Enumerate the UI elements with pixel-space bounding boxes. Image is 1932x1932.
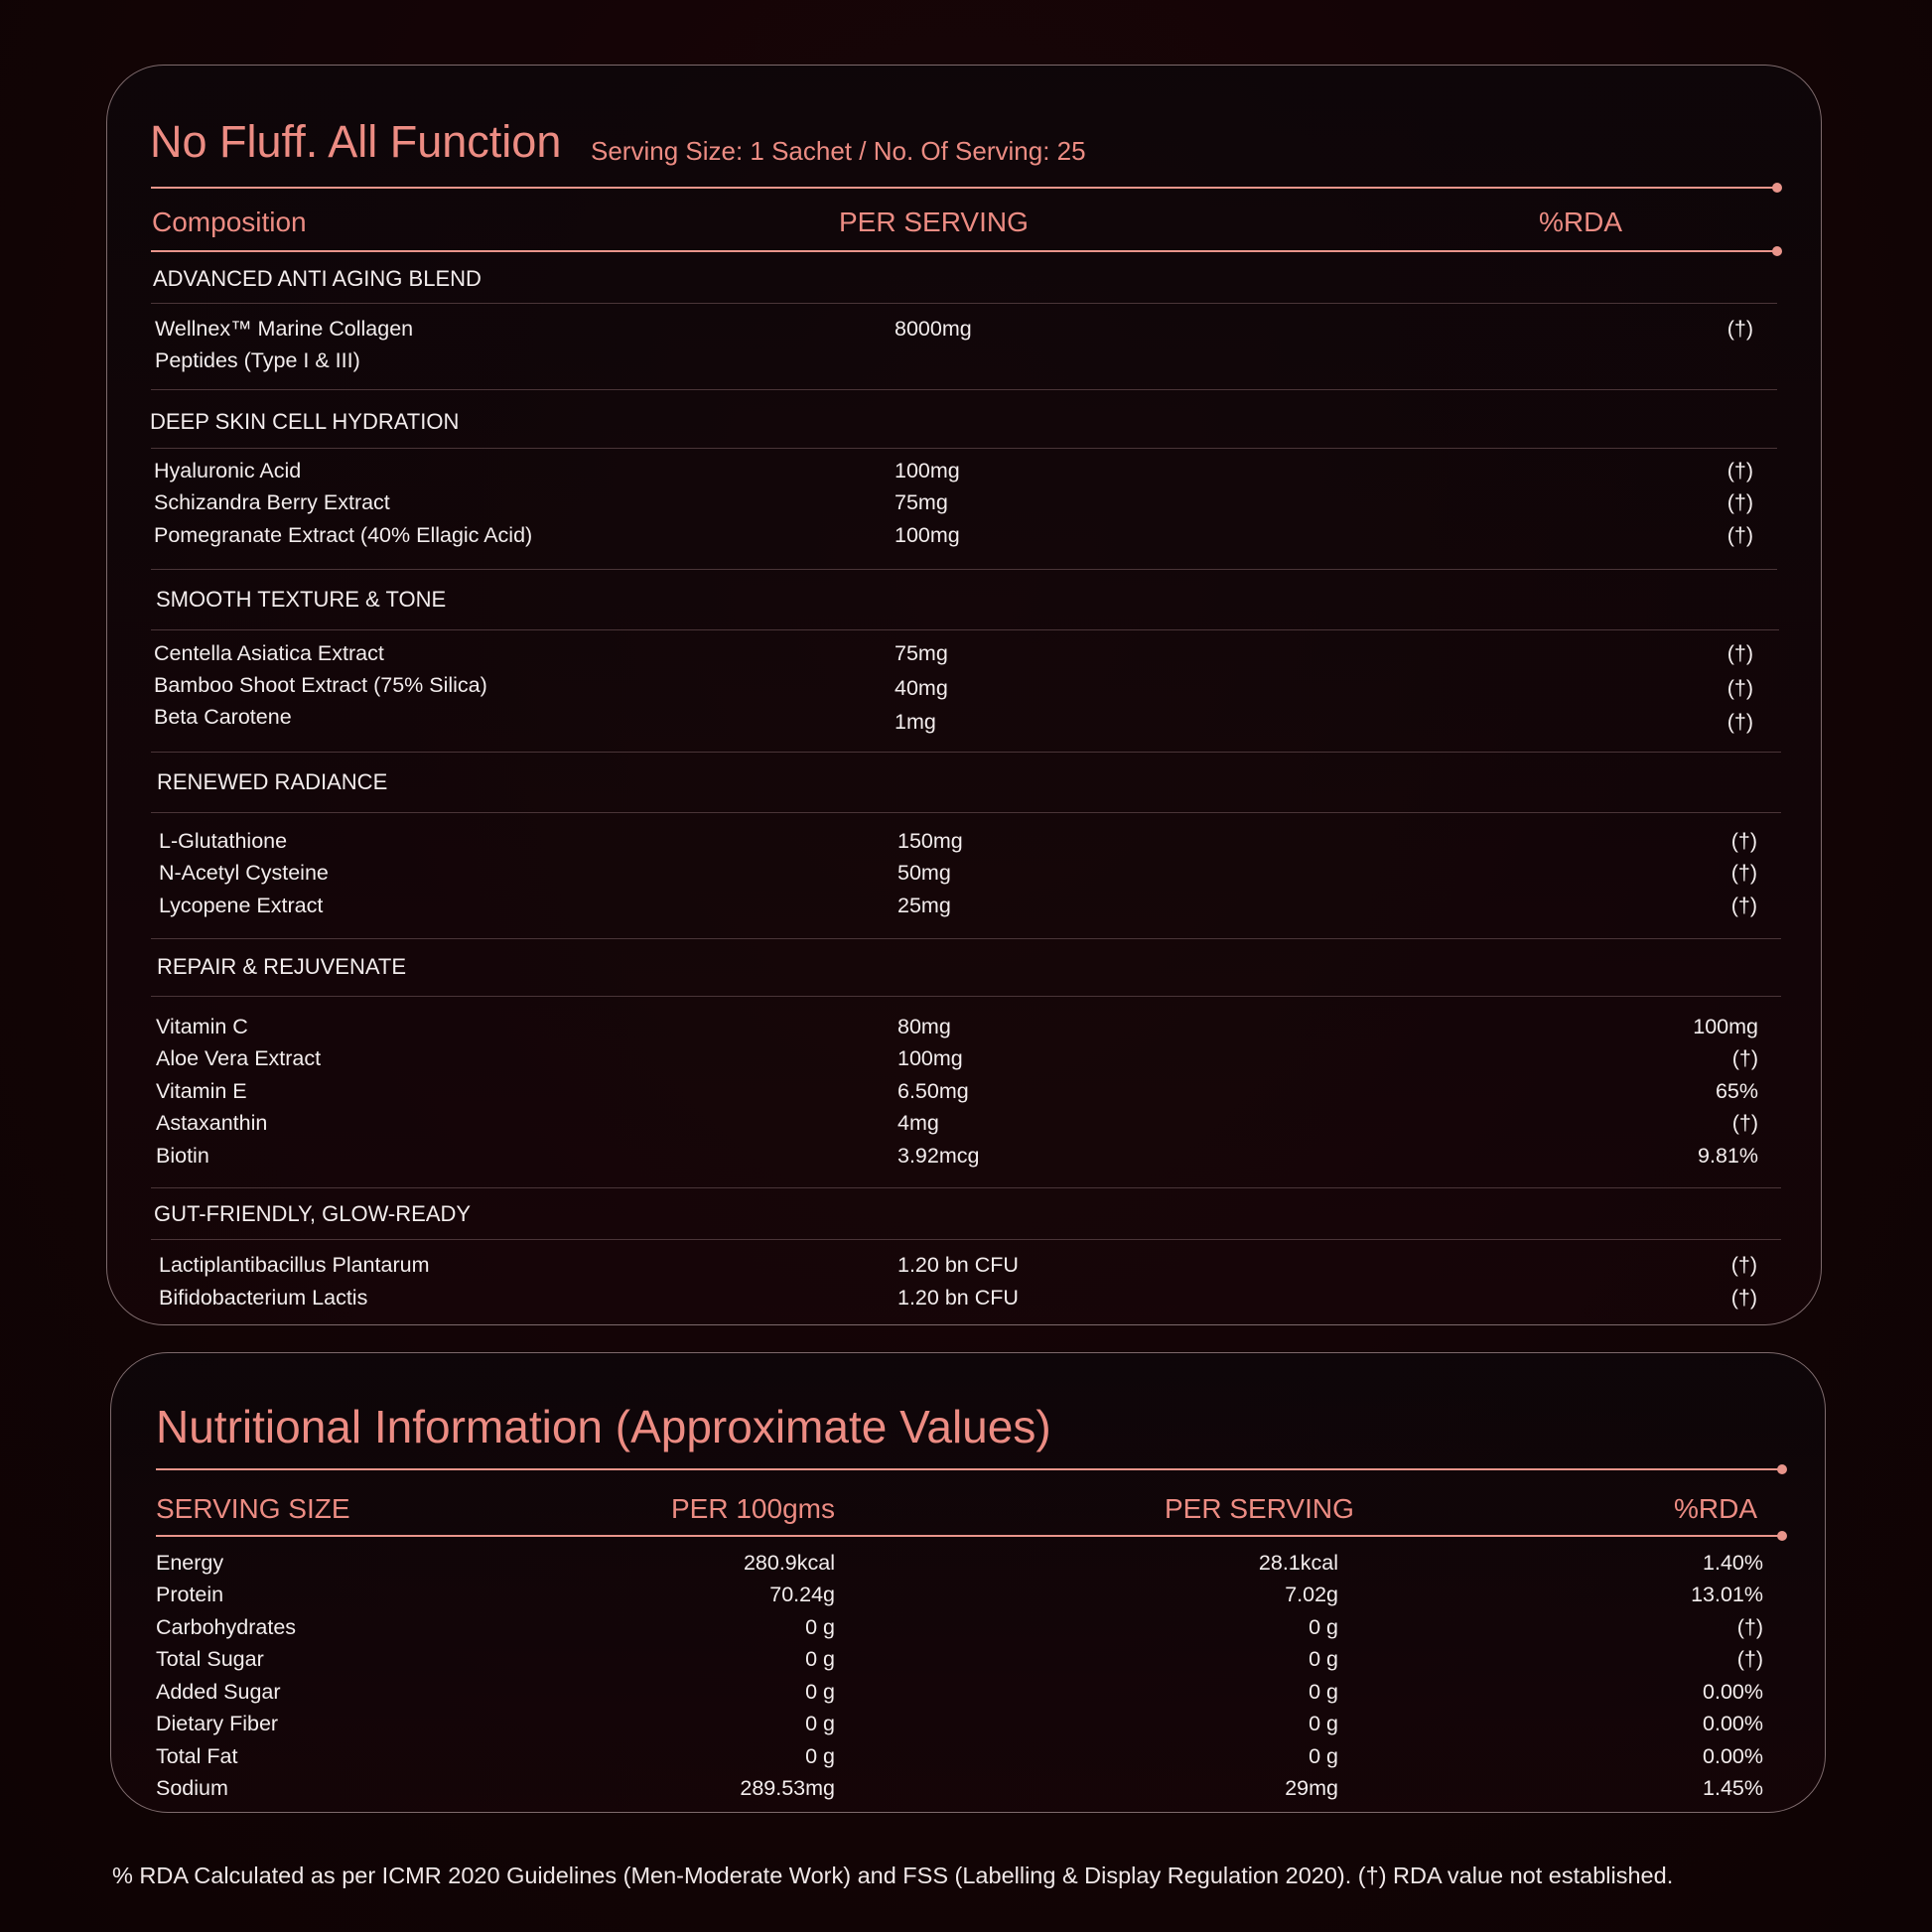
nutrient-name: Total Fat — [156, 1744, 238, 1768]
section-divider — [151, 629, 1779, 630]
nutrition-rule-bottom — [156, 1535, 1782, 1537]
ingredient-amount: 100mg — [897, 1046, 963, 1070]
nutrient-per-serving: 0 g — [1309, 1712, 1338, 1735]
nutrient-per-100g: 0 g — [805, 1744, 835, 1768]
section-divider — [151, 569, 1777, 570]
serving-info: Serving Size: 1 Sachet / No. Of Serving: 25 — [591, 136, 1086, 166]
nutrient-per-serving: 0 g — [1309, 1744, 1338, 1768]
ingredient-rda: (†) — [1730, 894, 1757, 917]
ingredient-name: Wellnex™ Marine Collagen — [155, 317, 414, 341]
nutrition-col-per-serving: PER SERVING — [1165, 1493, 1354, 1524]
ingredient-amount: 80mg — [897, 1015, 951, 1038]
nutrient-per-serving: 29mg — [1285, 1776, 1338, 1800]
section-heading: RENEWED RADIANCE — [157, 769, 388, 794]
col-header-composition: Composition — [152, 207, 307, 237]
ingredient-name: L-Glutathione — [159, 829, 288, 853]
nutrient-rda: 1.45% — [1703, 1776, 1763, 1800]
ingredient-amount: 40mg — [895, 676, 948, 700]
ingredient-name: Vitamin E — [156, 1079, 247, 1103]
nutrient-per-serving: 28.1kcal — [1258, 1551, 1338, 1575]
ingredient-amount: 6.50mg — [897, 1079, 969, 1103]
section-divider — [151, 752, 1781, 753]
ingredient-rda: (†) — [1726, 676, 1753, 700]
ingredient-rda: (†) — [1726, 317, 1753, 341]
nutrient-per-100g: 280.9kcal — [743, 1551, 835, 1575]
ingredient-rda: (†) — [1730, 1286, 1757, 1310]
ingredient-rda: 9.81% — [1698, 1144, 1758, 1168]
ingredient-name: Beta Carotene — [154, 705, 292, 729]
ingredient-name: Astaxanthin — [156, 1111, 268, 1135]
section-divider — [151, 1239, 1781, 1240]
composition-title: No Fluff. All Function — [150, 116, 562, 167]
ingredient-amount: 1.20 bn CFU — [897, 1253, 1019, 1277]
ingredient-name: Lycopene Extract — [159, 894, 324, 917]
nutrition-title: Nutritional Information (Approximate Values) — [156, 1401, 1051, 1452]
col-header-rda: %RDA — [1539, 207, 1623, 237]
ingredient-amount: 1mg — [895, 710, 936, 734]
ingredient-name: Bifidobacterium Lactis — [159, 1286, 368, 1310]
ingredient-rda: (†) — [1730, 829, 1757, 853]
nutrient-per-serving: 7.02g — [1285, 1583, 1338, 1606]
ingredient-rda: 65% — [1715, 1079, 1758, 1103]
nutrient-per-serving: 0 g — [1309, 1615, 1338, 1639]
section-divider — [151, 389, 1777, 390]
ingredient-name: Aloe Vera Extract — [156, 1046, 322, 1070]
ingredient-rda: (†) — [1730, 861, 1757, 885]
nutrient-rda: 13.01% — [1691, 1583, 1763, 1606]
nutrient-rda: (†) — [1736, 1647, 1763, 1671]
ingredient-rda: (†) — [1726, 490, 1753, 514]
section-divider — [151, 996, 1781, 997]
section-divider — [151, 448, 1777, 449]
nutrient-name: Added Sugar — [156, 1680, 281, 1704]
ingredient-rda: (†) — [1731, 1046, 1758, 1070]
nutrient-rda: 0.00% — [1703, 1680, 1763, 1704]
ingredient-rda: (†) — [1726, 710, 1753, 734]
nutrition-col-per-100g: PER 100gms — [671, 1493, 835, 1524]
ingredient-name: Vitamin C — [156, 1015, 248, 1038]
nutrient-name: Dietary Fiber — [156, 1712, 279, 1735]
nutrient-name: Total Sugar — [156, 1647, 264, 1671]
ingredient-name: Schizandra Berry Extract — [154, 490, 390, 514]
nutrition-col-rda: %RDA — [1674, 1493, 1758, 1524]
section-heading: DEEP SKIN CELL HYDRATION — [150, 409, 460, 434]
nutrient-per-100g: 70.24g — [769, 1583, 835, 1606]
nutrient-per-serving: 0 g — [1309, 1680, 1338, 1704]
ingredient-rda: (†) — [1726, 459, 1753, 483]
nutrient-rda: (†) — [1736, 1615, 1763, 1639]
nutrient-per-100g: 0 g — [805, 1680, 835, 1704]
ingredient-name-line2: Peptides (Type I & III) — [155, 348, 360, 372]
ingredient-amount: 150mg — [897, 829, 963, 853]
ingredient-name: Biotin — [156, 1144, 209, 1168]
nutrient-name: Protein — [156, 1583, 224, 1606]
ingredient-amount: 3.92mcg — [897, 1144, 980, 1168]
ingredient-amount: 75mg — [895, 490, 948, 514]
header-rule-top — [151, 187, 1777, 189]
nutrient-rda: 1.40% — [1703, 1551, 1763, 1575]
nutrition-rule-top — [156, 1468, 1782, 1470]
nutrient-rda: 0.00% — [1703, 1744, 1763, 1768]
ingredient-rda: (†) — [1726, 523, 1753, 547]
section-heading: REPAIR & REJUVENATE — [157, 954, 407, 979]
ingredient-amount: 4mg — [897, 1111, 939, 1135]
nutrient-rda: 0.00% — [1703, 1712, 1763, 1735]
ingredient-name: Centella Asiatica Extract — [154, 641, 384, 665]
section-divider — [151, 1187, 1781, 1188]
nutrient-per-100g: 0 g — [805, 1647, 835, 1671]
col-header-per-serving: PER SERVING — [839, 207, 1029, 237]
section-heading: SMOOTH TEXTURE & TONE — [156, 587, 447, 612]
ingredient-name: N-Acetyl Cysteine — [159, 861, 329, 885]
nutrient-name: Carbohydrates — [156, 1615, 297, 1639]
header-rule-bottom — [151, 250, 1777, 252]
nutrient-name: Energy — [156, 1551, 224, 1575]
nutrient-name: Sodium — [156, 1776, 228, 1800]
ingredient-rda: (†) — [1731, 1111, 1758, 1135]
ingredient-amount: 100mg — [895, 459, 960, 483]
ingredient-amount: 8000mg — [895, 317, 972, 341]
section-divider — [151, 812, 1781, 813]
ingredient-name: Hyaluronic Acid — [154, 459, 302, 483]
ingredient-rda: 100mg — [1693, 1015, 1758, 1038]
ingredient-name: Pomegranate Extract (40% Ellagic Acid) — [154, 523, 533, 547]
nutrient-per-100g: 289.53mg — [740, 1776, 835, 1800]
ingredient-amount: 1.20 bn CFU — [897, 1286, 1019, 1310]
nutrient-per-100g: 0 g — [805, 1615, 835, 1639]
section-divider — [151, 938, 1781, 939]
ingredient-amount: 50mg — [897, 861, 951, 885]
nutrient-per-100g: 0 g — [805, 1712, 835, 1735]
ingredient-rda: (†) — [1730, 1253, 1757, 1277]
section-heading: ADVANCED ANTI AGING BLEND — [153, 266, 482, 291]
ingredient-name: Lactiplantibacillus Plantarum — [159, 1253, 430, 1277]
ingredient-name: Bamboo Shoot Extract (75% Silica) — [154, 673, 487, 697]
rda-footnote: % RDA Calculated as per ICMR 2020 Guidelines (Men-Moderate Work) and FSS (Labelling & Display Regulation 2020). (†) RDA value not established. — [112, 1863, 1674, 1888]
ingredient-amount: 25mg — [897, 894, 951, 917]
nutrition-col-serving-size: SERVING SIZE — [156, 1493, 350, 1524]
ingredient-amount: 75mg — [895, 641, 948, 665]
nutrient-per-serving: 0 g — [1309, 1647, 1338, 1671]
section-divider — [151, 303, 1777, 304]
ingredient-rda: (†) — [1726, 641, 1753, 665]
section-heading: GUT-FRIENDLY, GLOW-READY — [154, 1201, 472, 1226]
ingredient-amount: 100mg — [895, 523, 960, 547]
